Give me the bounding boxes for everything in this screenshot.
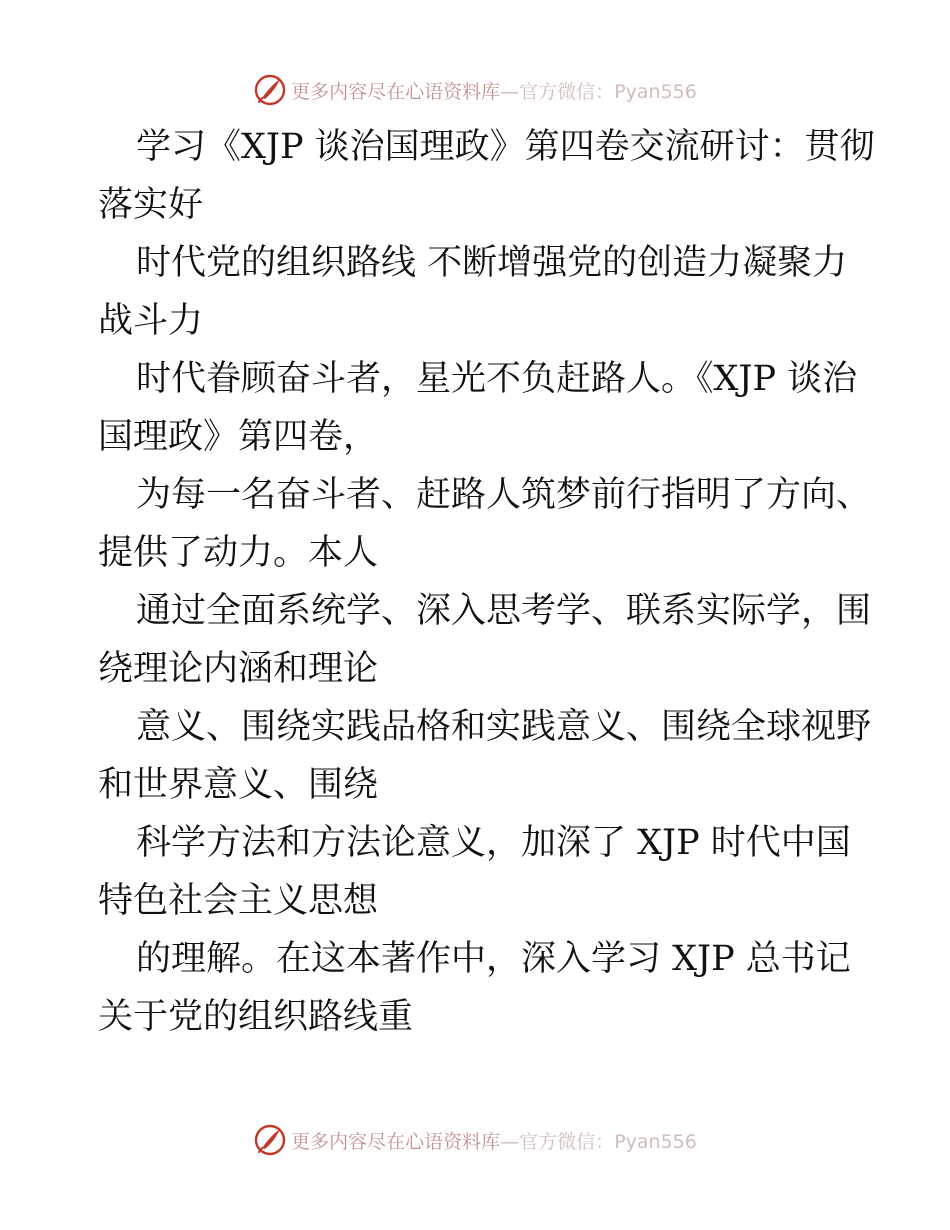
footer-watermark-inner: [253, 1123, 697, 1157]
paragraph-line: 提供了动力。本人: [98, 533, 379, 573]
paragraph-2: [98, 234, 858, 350]
paragraph-line: 国理政》第四卷，: [98, 417, 379, 457]
header-wechat-label: 官方微信：: [519, 80, 615, 103]
paragraph-line: 为每一名奋斗者、赶路人筑梦前行指明了方向、: [136, 475, 872, 515]
paragraph-line: 学习《XJP 谈治国理政》第四卷交流研讨：贯彻: [136, 127, 875, 167]
paragraph-line: 意义、围绕实践品格和实践意义、围绕全球视野: [136, 707, 872, 747]
paragraph-7: [98, 814, 858, 930]
paragraph-line: 特色社会主义思想: [98, 881, 379, 921]
paragraph-line: 科学方法和方法论意义，加深了 XJP 时代中国: [136, 823, 851, 863]
header-brand-text: 更多内容尽在心语资料库: [291, 80, 501, 103]
footer-separator: —: [500, 1130, 520, 1153]
paragraph-line: 通过全面系统学、深入思考学、联系实际学，围: [136, 591, 872, 631]
header-watermark-text: [291, 77, 697, 104]
paragraph-line: 和世界意义、围绕: [98, 765, 379, 805]
paragraph-4: [98, 466, 872, 582]
paragraph-line: 的理解。在这本著作中，深入学习 XJP 总书记: [136, 939, 851, 979]
header-watermark-banner: [0, 70, 950, 110]
quill-pen-icon: [253, 73, 287, 107]
quill-pen-icon: [253, 1123, 287, 1157]
paragraph-5: [98, 582, 872, 698]
paragraph-line: 战斗力: [98, 301, 204, 341]
footer-wechat-id: Pyan556: [614, 1130, 697, 1153]
footer-watermark-text: [291, 1127, 697, 1154]
header-wechat-id: Pyan556: [614, 80, 697, 103]
footer-brand-text: 更多内容尽在心语资料库: [291, 1130, 501, 1153]
header-watermark-inner: [253, 73, 697, 107]
paragraph-1: [98, 118, 875, 234]
footer-wechat-label: 官方微信：: [519, 1130, 615, 1153]
paragraph-3: [98, 350, 858, 466]
header-separator: —: [500, 80, 520, 103]
paragraph-line: 落实好: [98, 185, 204, 225]
footer-watermark-banner: [0, 1120, 950, 1160]
paragraph-line: 时代眷顾奋斗者，星光不负赶路人。《XJP 谈治: [136, 359, 858, 399]
document-body: [98, 118, 875, 1046]
paragraph-6: [98, 698, 872, 814]
paragraph-8: [98, 930, 858, 1046]
paragraph-line: 时代党的组织路线 不断增强党的创造力凝聚力: [136, 243, 848, 283]
paragraph-line: 绕理论内涵和理论: [98, 649, 379, 689]
paragraph-line: 关于党的组织路线重: [98, 997, 414, 1037]
